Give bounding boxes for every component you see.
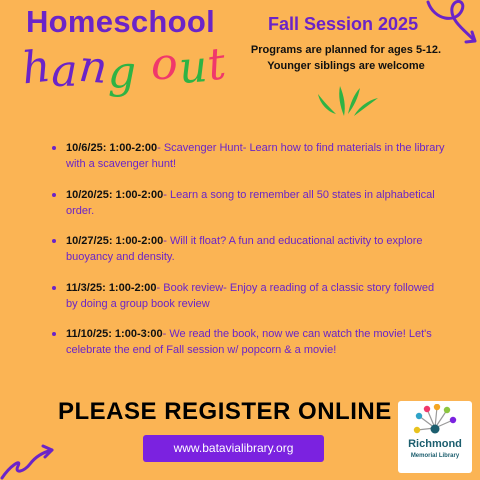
event-date: 10/20/25: 1:00-2:00: [66, 188, 164, 201]
event-description: - Scavenger Hunt- Learn how to find materials in the library with a scavenger hunt!: [66, 142, 445, 170]
script-letter: t: [204, 37, 230, 92]
script-letter: n: [76, 40, 111, 95]
green-leaves-icon: [310, 84, 382, 118]
swirl-arrow-icon: [0, 436, 56, 480]
event-item: [52, 233, 447, 265]
library-logo-mark: [413, 404, 457, 438]
ages-line: Programs are planned for ages 5-12.: [250, 44, 442, 56]
event-date: 10/27/25: 1:00-2:00: [66, 235, 164, 247]
script-letter: u: [176, 41, 210, 94]
script-letter: a: [51, 46, 79, 97]
script-letter: g: [107, 47, 138, 98]
event-description: - Book review- Enjoy a reading of a classic story followed by doing a group book review: [66, 281, 435, 310]
event-date: 11/3/25: 1:00-2:00: [66, 281, 157, 294]
event-item: [52, 187, 447, 219]
register-heading: PLEASE REGISTER ONLINE: [58, 398, 392, 425]
event-item: [52, 140, 447, 172]
hang-out-script-title: [19, 37, 230, 98]
event-date: 10/6/25: 1:00-2:00: [66, 142, 158, 154]
siblings-line: Younger siblings are welcome: [267, 60, 425, 72]
event-description: - Will it float? A fun and educational activity to explore buoyancy and density.: [66, 235, 423, 263]
event-item: [52, 280, 447, 312]
website-link-button[interactable]: www.batavialibrary.org: [143, 435, 324, 462]
session-title: Fall Session 2025: [268, 14, 419, 34]
event-item: [52, 326, 447, 358]
event-description: - Learn a song to remember all 50 states in alphabetical order.: [66, 188, 435, 217]
event-description: - We read the book, now we can watch the movie! Let's celebrate the end of Fall session w/ popcorn & a movie!: [66, 328, 432, 356]
event-list: [52, 140, 447, 373]
library-logo-subtitle: Memorial Library: [410, 453, 460, 459]
script-letter: h: [19, 40, 54, 95]
script-letter: o: [151, 39, 179, 90]
page-title: Homeschool: [26, 4, 216, 39]
event-date: 11/10/25: 1:00-3:00: [66, 328, 163, 340]
library-logo-name: Richmond: [408, 438, 462, 450]
library-logo: [398, 401, 472, 473]
swirl-arrow-icon: [420, 0, 480, 50]
